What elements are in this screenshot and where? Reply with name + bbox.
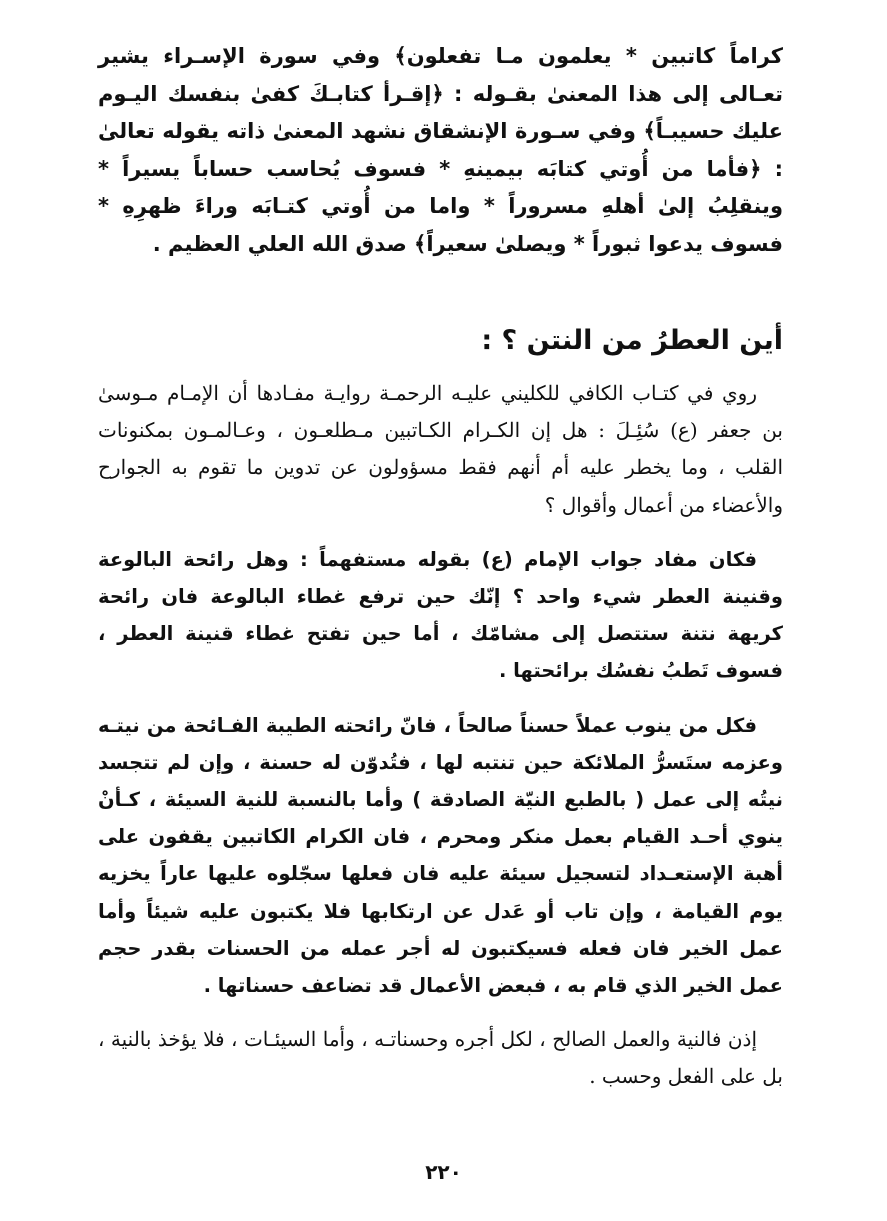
paragraph-4: إذن فالنية والعمل الصالح ، لكل أجره وحسناتـه ، وأما السيئـات ، فلا يؤخذ بالنية ، بل على الفعل وحسب . (98, 1027, 783, 1089)
paragraph-1: روي في كتـاب الكافي للكليني عليـه الرحمـة روايـة مفـادها أن الإمـام مـوسىٰ بن جعفر (ع) سُئِـلَ : هل إن الكـرام الكـاتبين مـطلعـون ، وعـالمـون بمكنونات القلب ، وما يخطر عليه أم أنهم فقط مسؤولون عن تدوين ما تقوم به الجوارح والأعضاء من أعمال وأقوال ؟ (98, 381, 783, 517)
page-number: ٢٢٠ (425, 1160, 462, 1184)
opening-paragraph: كراماً كاتبين * يعلمون مـا تفعلون﴾ وفي سورة الإسـراء يشير تعـالى إلى هذا المعنىٰ بقـوله : ﴿إقـرأ كتابـكَ كفىٰ بنفسك اليـوم عليك حسيبـاً﴾ وفي سـورة الإنشقاق نشهد المعنىٰ ذاته يقوله تعالىٰ : ﴿فأما من أُوتي كتابَه بيمينهِ * فسوف يُحاسب حساباً يسيراً * وينقلِبُ إلىٰ أهلهِ مسروراً * واما من أُوتي كتـابَه وراءَ ظهرِهِ * فسوف يدعوا ثبوراً * ويصلىٰ سعيراً﴾ صدق الله العلي العظيم . (98, 44, 783, 256)
paragraph-3: فكل من ينوب عملاً حسناً صالحاً ، فانّ رائحته الطيبة الفـائحة من نيتـه وعزمه ستَسرُّ الملائكة حين تنتبه لها ، فتُدوّن له حسنة ، وإن لم تتجسد نيتُه إلى عمل ( بالطبع النيّة الصادقة ) وأما بالنسبة للنية السيئة ، كـأنْ ينوي أحـد القيام بعمل منكر ومحرم ، فان الكرام الكاتبين يقفون على أهبة الإستعـداد لتسجيل سيئة عليه فان فعلها سجّلوه عليها عاراً يخزيه يوم القيامة ، وإن تاب أو عَدل عن ارتكابها فلا يكتبون عليه شيئاً وأما عمل الخير فان فعله فسيكتبون له أجر عمله من الحسنات بقدر حجم عمل الخير الذي قام به ، فبعض الأعمال قد تضاعف حسناتها . (98, 713, 783, 998)
paragraph-2: فكان مفاد جواب الإمام (ع) بقوله مستفهماً : وهل رائحة البالوعة وقنينة العطر شيء واحد ؟ إنّك حين ترفع غطاء البالوعة فان رائحة كريهة نتنة ستتصل إلى مشامّك ، أما حين تفتح غطاء قنينة العطر ، فسوف تَطبُ نفسُك برائحتها . (98, 547, 783, 683)
book-page (98, 38, 783, 1221)
section-title: أين العطرُ من النتن ؟ : (481, 325, 783, 356)
